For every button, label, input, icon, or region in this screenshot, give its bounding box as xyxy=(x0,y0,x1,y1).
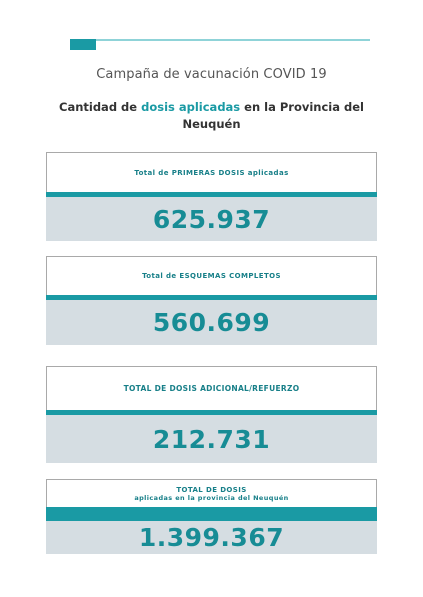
stat-card-accent-bar xyxy=(46,507,377,521)
header-accent-tab xyxy=(70,39,96,50)
stat-card-value: 212.731 xyxy=(46,415,377,463)
stat-card-booster-doses xyxy=(46,366,377,463)
stat-card-label: Total de PRIMERAS DOSIS aplicadas xyxy=(46,152,377,192)
subtitle-accent-text: dosis aplicadas xyxy=(141,100,241,114)
stat-card-label-line2: aplicadas en la provincia del Neuquén xyxy=(134,493,289,502)
stat-card-label: TOTAL DE DOSIS ADICIONAL/REFUERZO xyxy=(46,366,377,410)
stat-card-complete-schemes xyxy=(46,256,377,345)
stat-card-value: 1.399.367 xyxy=(46,521,377,554)
header-divider-line xyxy=(70,39,370,41)
stat-card-first-doses xyxy=(46,152,377,241)
stat-card-value: 560.699 xyxy=(46,300,377,345)
page-title: Campaña de vacunación COVID 19 xyxy=(96,67,327,82)
stat-card-total-doses xyxy=(46,479,377,554)
stat-card-label-line1: TOTAL DE DOSIS xyxy=(176,485,247,494)
page-subtitle xyxy=(48,99,375,133)
subtitle-text-start: Cantidad de xyxy=(59,100,142,114)
stat-card-label: Total de ESQUEMAS COMPLETOS xyxy=(46,256,377,295)
subtitle-text-end: en la Provincia del Neuquén xyxy=(182,100,364,131)
stat-card-label xyxy=(46,479,377,507)
stat-card-value: 625.937 xyxy=(46,197,377,241)
